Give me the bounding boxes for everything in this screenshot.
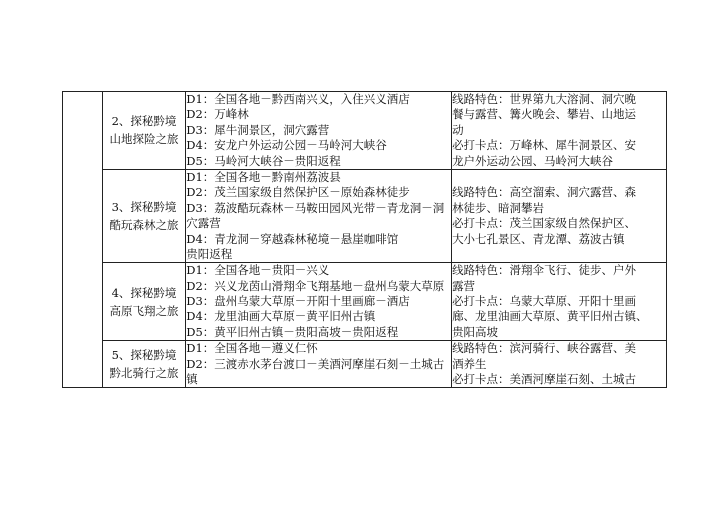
day-line: 镇 xyxy=(186,372,198,387)
feature-line: 大小七孔景区、青龙潭、荔波古镇 xyxy=(452,231,625,246)
day-line: D2：三渡赤水茅台渡口－美酒河摩崖石刻－土城古 xyxy=(186,356,445,371)
features-cell xyxy=(452,169,667,262)
feature-line: 露营 xyxy=(452,278,476,293)
route-title-line: 3、探秘黔境 xyxy=(111,200,177,215)
itinerary-table xyxy=(62,91,667,388)
features-cell xyxy=(452,341,667,388)
table-row xyxy=(63,263,667,341)
route-name-cell xyxy=(102,341,186,388)
day-line: D5：马岭河大峡谷－贵阳返程 xyxy=(186,153,341,168)
day-line: D4：龙里油画大草原－黄平旧州古镇 xyxy=(186,309,376,324)
day-line: D3：犀牛洞景区，洞穴露营 xyxy=(186,122,330,137)
route-title-line: 4、探秘黔境 xyxy=(111,285,177,300)
day-line: D5：黄平旧州古镇－贵阳高坡－贵阳返程 xyxy=(186,324,399,339)
day-line: D3：荔波酷玩森林－马鞍田园风光带－青龙洞－洞 xyxy=(186,200,445,215)
route-name-cell xyxy=(102,92,186,170)
feature-line: 林徒步、暗洞攀岩 xyxy=(452,200,545,215)
day-line: D4：青龙洞－穿越森林秘境－悬崖咖啡馆 xyxy=(186,231,399,246)
feature-line: 线路特色：滑翔伞飞行、徒步、户外 xyxy=(452,263,637,278)
features-cell xyxy=(452,263,667,341)
feature-line: 龙户外运动公园、马岭河大峡谷 xyxy=(452,153,614,168)
feature-line: 必打卡点：乌蒙大草原、开阳十里画 xyxy=(452,294,637,309)
day-line: D3：盘州乌蒙大草原－开阳十里画廊－酒店 xyxy=(186,294,410,309)
route-title-line: 5、探秘黔境 xyxy=(111,348,177,363)
route-title-line: 山地探险之旅 xyxy=(109,132,179,147)
feature-line: 餐与露营、篝火晚会、攀岩、山地运 xyxy=(452,107,637,122)
day-line: D4：安龙户外运动公园－马岭河大峡谷 xyxy=(186,138,387,153)
table-row xyxy=(63,341,667,388)
feature-line: 线路特色：滨河骑行、峡谷露营、美 xyxy=(452,341,637,356)
day-line: D1：全国各地－贵阳－兴义 xyxy=(186,263,330,278)
day-line: D1：全国各地－遵义仁怀 xyxy=(186,341,318,356)
feature-line: 酒养生 xyxy=(452,356,487,371)
feature-line: 线路特色：世界第九大溶洞、洞穴晚 xyxy=(452,92,637,106)
route-title-line: 酷玩森林之旅 xyxy=(109,218,179,233)
feature-line: 动 xyxy=(452,122,464,137)
feature-line: 贵阳高坡 xyxy=(452,324,499,339)
feature-line: 必打卡点：美酒河摩崖石刻、土城古 xyxy=(452,372,637,387)
features-cell xyxy=(452,92,667,170)
route-title-line: 黔北骑行之旅 xyxy=(109,366,179,381)
feature-line: 必打卡点：万峰林、犀牛洞景区、安 xyxy=(452,138,637,153)
table-row xyxy=(63,169,667,262)
itinerary-cell xyxy=(186,92,452,170)
table-row xyxy=(63,92,667,170)
day-line: D1：全国各地－黔西南兴义，入住兴义酒店 xyxy=(186,92,410,106)
feature-line: 廊、龙里油画大草原、黄平旧州古镇、 xyxy=(452,309,648,324)
day-line: D2：万峰林 xyxy=(186,107,249,122)
itinerary-cell xyxy=(186,169,452,262)
day-line: 贵阳返程 xyxy=(186,246,233,261)
route-name-cell xyxy=(102,169,186,262)
route-title-line: 高原飞翔之旅 xyxy=(109,303,179,318)
route-title-line: 2、探秘黔境 xyxy=(111,114,177,129)
feature-line: 线路特色：高空溜索、洞穴露营、森 xyxy=(452,185,637,200)
day-line: D2：茂兰国家级自然保护区－原始森林徒步 xyxy=(186,185,410,200)
category-cell xyxy=(63,92,103,388)
day-line: 穴露营 xyxy=(186,216,221,231)
route-name-cell xyxy=(102,263,186,341)
feature-line: 必打卡点：茂兰国家级自然保护区、 xyxy=(452,216,637,231)
day-line: D2：兴义龙茵山滑翔伞飞翔基地－盘州乌蒙大草原 xyxy=(186,278,445,293)
day-line: D1：全国各地－黔南州荔波县 xyxy=(186,169,341,184)
itinerary-cell xyxy=(186,341,452,388)
itinerary-cell xyxy=(186,263,452,341)
